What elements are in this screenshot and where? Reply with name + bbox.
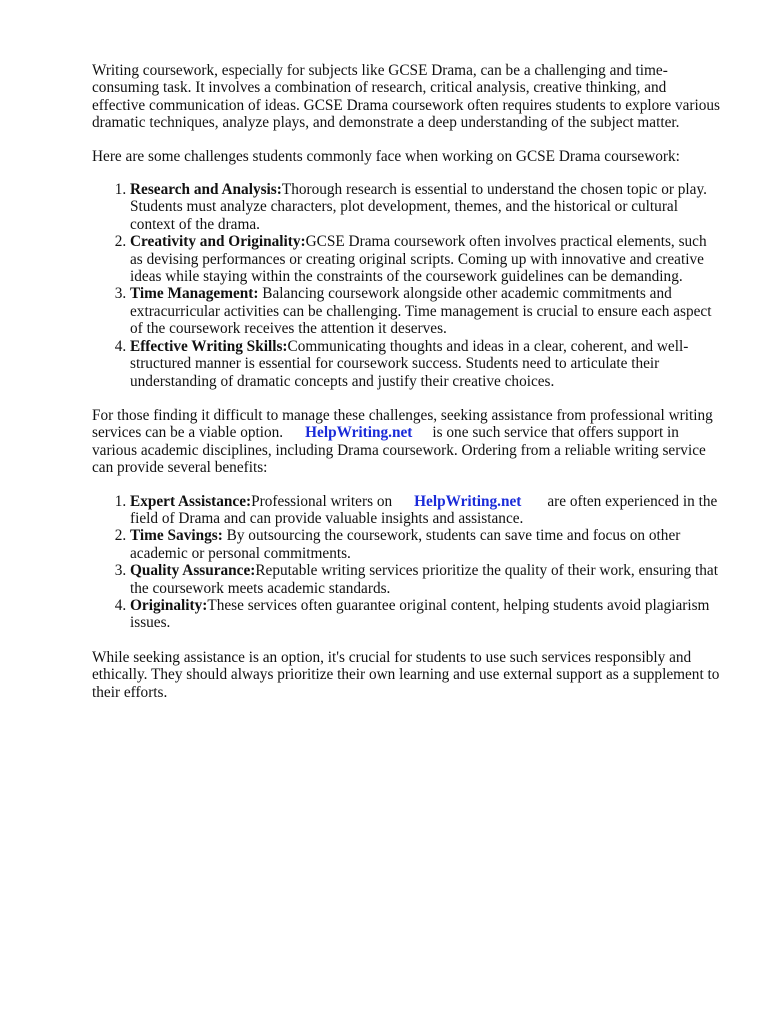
list-item [130,527,720,562]
list-item-term: Effective Writing Skills: [130,337,288,355]
list-item-term: Quality Assurance: [130,562,256,580]
challenges-lead-paragraph: Here are some challenges students commonly face when working on GCSE Drama coursework: [92,147,680,165]
list-item [130,597,720,632]
help-paragraph-before: For those finding it difficult to manage these challenges, seeking assistance from professional writing services can be a viable option. [92,406,713,442]
list-item [130,338,720,390]
list-item-term: Time Management: [130,285,259,303]
list-item [130,233,720,285]
list-item-text-before: Professional writers on [251,492,393,510]
list-item-text: GCSE Drama coursework often involves practical elements, such as devising performances or creating original scripts. Coming up with innovative and creative ideas while staying within the constraints of the coursework guidelines can be demanding. [130,233,707,286]
list-item-term: Creativity and Originality: [130,233,306,251]
list-item-term: Originality: [130,596,208,614]
list-item-term: Time Savings: [130,527,223,545]
helpwriting-link[interactable]: HelpWriting.net [414,492,522,510]
help-paragraph-after: is one such service that offers support in various academic disciplines, including Drama coursework. Ordering from a reliable writing service can provide several benefits: [92,424,706,477]
list-item-text: By outsourcing the coursework, students can save time and focus on other academic or personal commitments. [130,527,681,562]
list-item-text: These services often guarantee original content, helping students avoid plagiarism issues. [130,596,710,632]
document-page [92,62,720,717]
list-item-text-after: are often experienced in the field of Drama and can provide valuable insights and assistance. [130,492,718,527]
list-item-text: Thorough research is essential to understand the chosen topic or play. Students must analyze characters, plot development, themes, and the historical or cultural context of the drama. [130,181,707,233]
closing-paragraph: While seeking assistance is an option, it's crucial for students to use such services responsibly and ethically. They should always prioritize their own learning and use external support as a supplement to their efforts. [92,648,720,701]
list-item-term: Research and Analysis: [130,181,282,199]
list-item-text: Reputable writing services prioritize the quality of their work, ensuring that the coursework meets academic standards. [130,562,718,597]
list-item [130,562,720,597]
helpwriting-link[interactable]: HelpWriting.net [305,424,413,442]
list-item-text: Communicating thoughts and ideas in a clear, coherent, and well-structured manner is essential for coursework success. Students need to articulate their understanding of dramatic concepts and justify their creative choices. [130,337,689,390]
list-item [130,285,720,337]
list-item-term: Expert Assistance: [130,492,252,510]
list-item-text: Balancing coursework alongside other academic commitments and extracurricular activities can be challenging. Time management is crucial to ensure each aspect of the coursework receives the attention it deserves. [130,285,712,338]
intro-paragraph: Writing coursework, especially for subjects like GCSE Drama, can be a challenging and time-consuming task. It involves a combination of research, critical analysis, creative thinking, and effective communication of ideas. GCSE Drama coursework often requires students to explore various dramatic techniques, analyze plays, and demonstrate a deep understanding of the subject matter. [92,62,720,132]
list-item [130,181,720,233]
help-paragraph [92,407,720,477]
challenges-list [92,181,720,390]
list-item [130,493,720,528]
benefits-list [92,493,720,632]
